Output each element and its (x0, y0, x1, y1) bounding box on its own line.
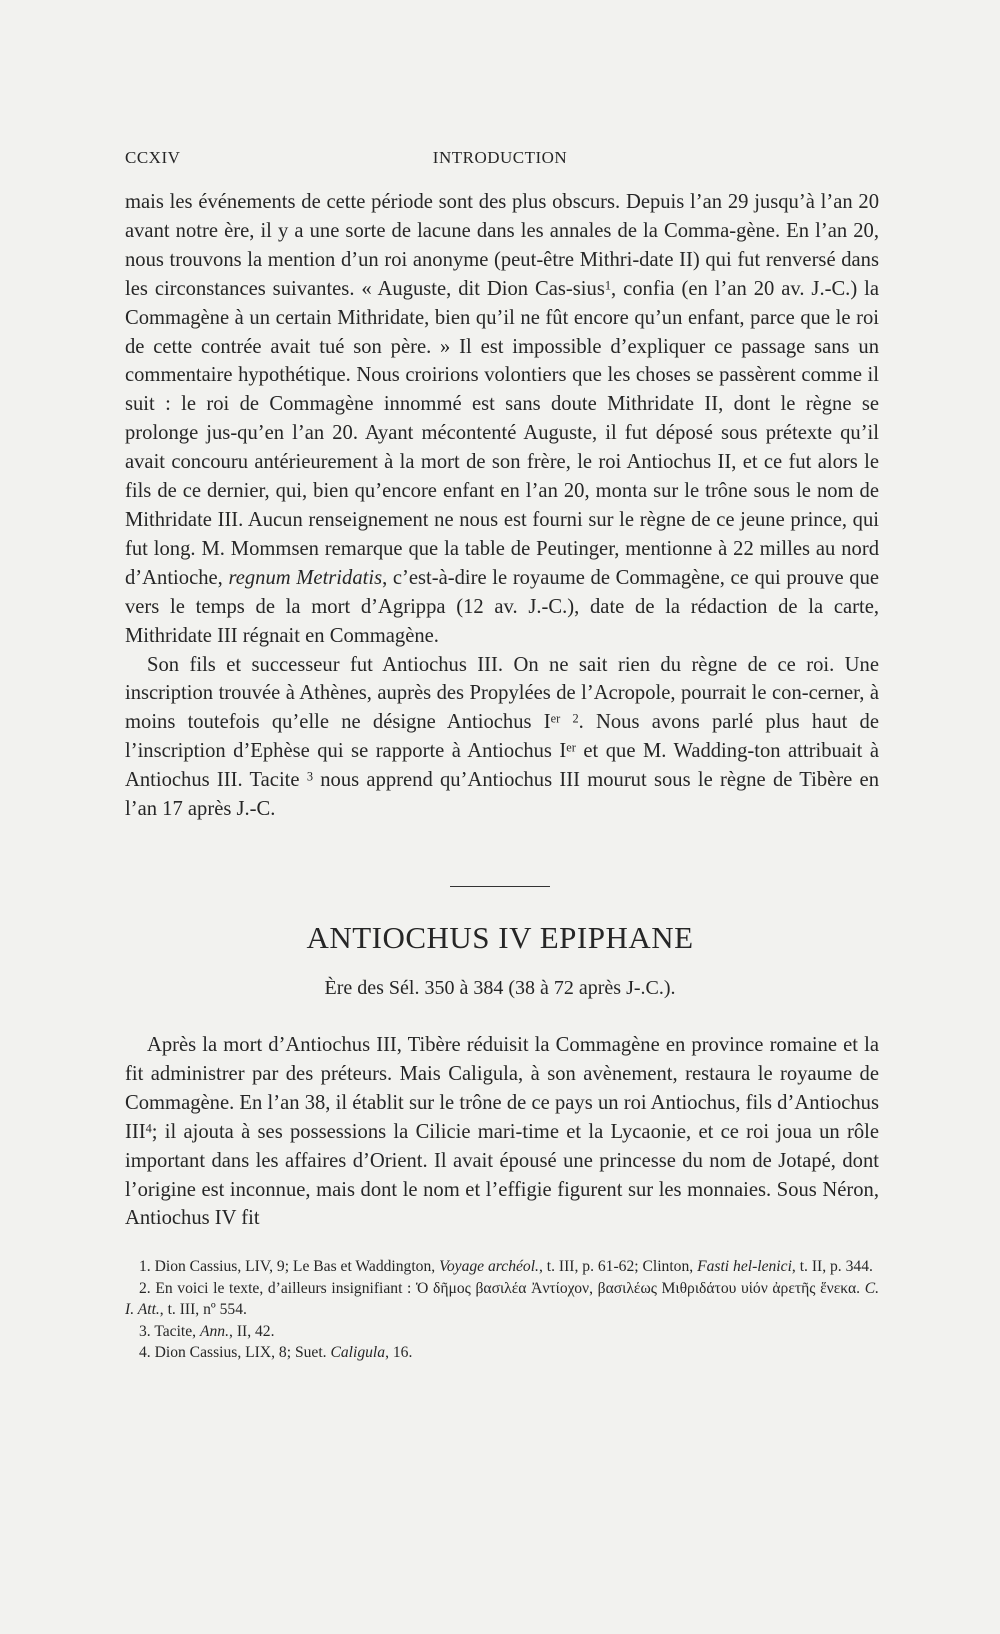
footnote-italic: Caligula (330, 1344, 386, 1361)
footnote-number: 2. (139, 1279, 156, 1297)
paragraph-1 (125, 188, 879, 651)
paragraph-3 (125, 1031, 879, 1233)
running-head-title: INTRODUCTION (432, 148, 568, 167)
footnote-2 (125, 1278, 879, 1321)
footnote-text: , II, 42. (229, 1322, 275, 1340)
footnote-3 (125, 1321, 879, 1343)
paragraph-text: Après la mort d’Antiochus III, Tibère réduisit la Commagène en province romaine et la fit administrer par des préteurs. Mais Caligula, à son avènement, restaura le royaume de Commagène. En l’an 38, il établit sur le trône de ce pays un roi Antiochus, fils d’Antiochus III (125, 1034, 879, 1143)
page-number: CCXIV (125, 148, 181, 167)
footnote-ref-4[interactable]: 4 (145, 1121, 152, 1136)
footnote-ref-3[interactable]: 3 (306, 769, 313, 784)
paragraph-text: , c’est-à-dire le royaume de Commagène, ce qui prouve que vers le temps de la mort d’Agrippa (12 av. J.-C.), date de la rédaction de la carte, Mithridate III régnait en Commagène. (125, 566, 879, 647)
paragraph-text: nous apprend qu’Antiochus III mourut sous le règne de Tibère en l’an 17 après J.-C. (125, 769, 879, 821)
footnote-text: En voici le texte, d’ailleurs insignifiant : Ὁ δῆμος βασιλέα Ἀντίοχον, βασιλέως Μιθριδάτου υἱόν ἀρετῆς ἕνεκα. (155, 1279, 865, 1297)
footnote-4 (125, 1342, 879, 1364)
paragraph-text: ; il ajouta à ses possessions la Cilicie mari-time et la Lycaonie, et ce roi joua un rôle important dans les affaires d’Orient. Il avait épousé une princesse du nom de Jotapé, dont l’origine est inconnue, mais dont le nom et l’effigie figurent sur les monnaies. Sous Néron, Antiochus IV fit (125, 1120, 879, 1230)
section-subtitle: Ère des Sél. 350 à 384 (38 à 72 après J-.C.). (324, 977, 676, 999)
footnote-text: Tacite, (154, 1322, 200, 1340)
footnote-italic: C. I. Att. (125, 1279, 880, 1318)
italic-term: regnum Metridatis (228, 566, 383, 589)
footnote-text: , t. III, nº 554. (159, 1301, 247, 1318)
paragraph-text: Son fils et successeur fut Antiochus III. On ne sait rien du règne de ce roi. Une inscription trouvée à Athènes, auprès des Propylées de l’Acropole, pourrait le con-cerner, à moins toutefois qu’elle ne désigne Antiochus I (125, 653, 879, 734)
section-divider (450, 886, 550, 887)
main-text-upper (125, 188, 879, 824)
paragraph-2 (125, 651, 879, 824)
footnote-italic: Fasti hel-lenici (697, 1258, 792, 1275)
superscript-er: er (550, 711, 561, 726)
footnote-ref-1[interactable]: 1 (604, 278, 612, 293)
footnote-text: Dion Cassius, LIV, 9; Le Bas et Waddington, (154, 1258, 440, 1275)
footnote-text: , t. III, p. 61-62; Clinton, (538, 1258, 698, 1275)
running-head (125, 148, 875, 172)
footnote-italic: Voyage archéol. (439, 1258, 539, 1275)
footnote-text: Dion Cassius, LIX, 8; Suet. (154, 1344, 331, 1361)
main-text-lower (125, 1031, 879, 1233)
footnote-number: 4. (139, 1344, 155, 1361)
footnote-number: 1. (139, 1258, 155, 1275)
paragraph-text: mais les événements de cette période sont des plus obscurs. Depuis l’an 29 jusqu’à l’an 20 avant notre ère, il y a une sorte de lacune dans les annales de la Comma-gène. En l’an 20, nous trouvons la mention d’un roi anonyme (peut-être Mithri-date II) qui fut renversé dans les circonstances suivantes. « Auguste, dit Dion Cas-sius (125, 191, 879, 300)
footnote-italic: Ann. (199, 1322, 230, 1340)
footnote-text: , t. II, p. 344. (791, 1258, 873, 1275)
superscript-er: er (566, 740, 576, 755)
paragraph-text: , confia (en l’an 20 av. J.-C.) la Commagène à un certain Mithridate, bien qu’il ne fût encore qu’un enfant, parce que le roi de cette contrée avait tué son père. » Il est impossible d’expliquer ce passage sans un commentaire hypothétique. Nous croirions volontiers que les choses se passèrent comme il suit : le roi de Commagène innommé est sans doute Mithridate II, dont le règne se prolonge jus-qu’en l’an 20. Ayant mécontenté Auguste, il fut déposé sous prétexte qu’il avait concouru antérieurement à la mort de son frère, le roi Antiochus II, et ce fut alors le fils de ce dernier, qui, bien qu’encore enfant en l’an 20, monta sur le trône sous le nom de Mithridate III. Aucun renseignement ne nous est fourni sur le règne de ce jeune prince, qui fut long. M. Mommsen remarque que la table de Peutinger, mentionne à 22 milles au nord d’Antioche, (125, 277, 879, 589)
footnote-text: , 16. (385, 1344, 413, 1361)
section-title: ANTIOCHUS IV EPIPHANE (306, 920, 694, 955)
paragraph-text: et que M. Wadding-ton attribuait à Antiochus III. Tacite (125, 740, 879, 792)
footnote-1 (125, 1256, 879, 1278)
footnote-ref-2[interactable]: 2 (572, 711, 579, 726)
paragraph-text: . Nous avons parlé plus haut de l’inscription d’Ephèse qui se rapporte à Antiochus I (125, 711, 879, 763)
footnote-number: 3. (139, 1322, 155, 1340)
footnotes (125, 1256, 879, 1364)
